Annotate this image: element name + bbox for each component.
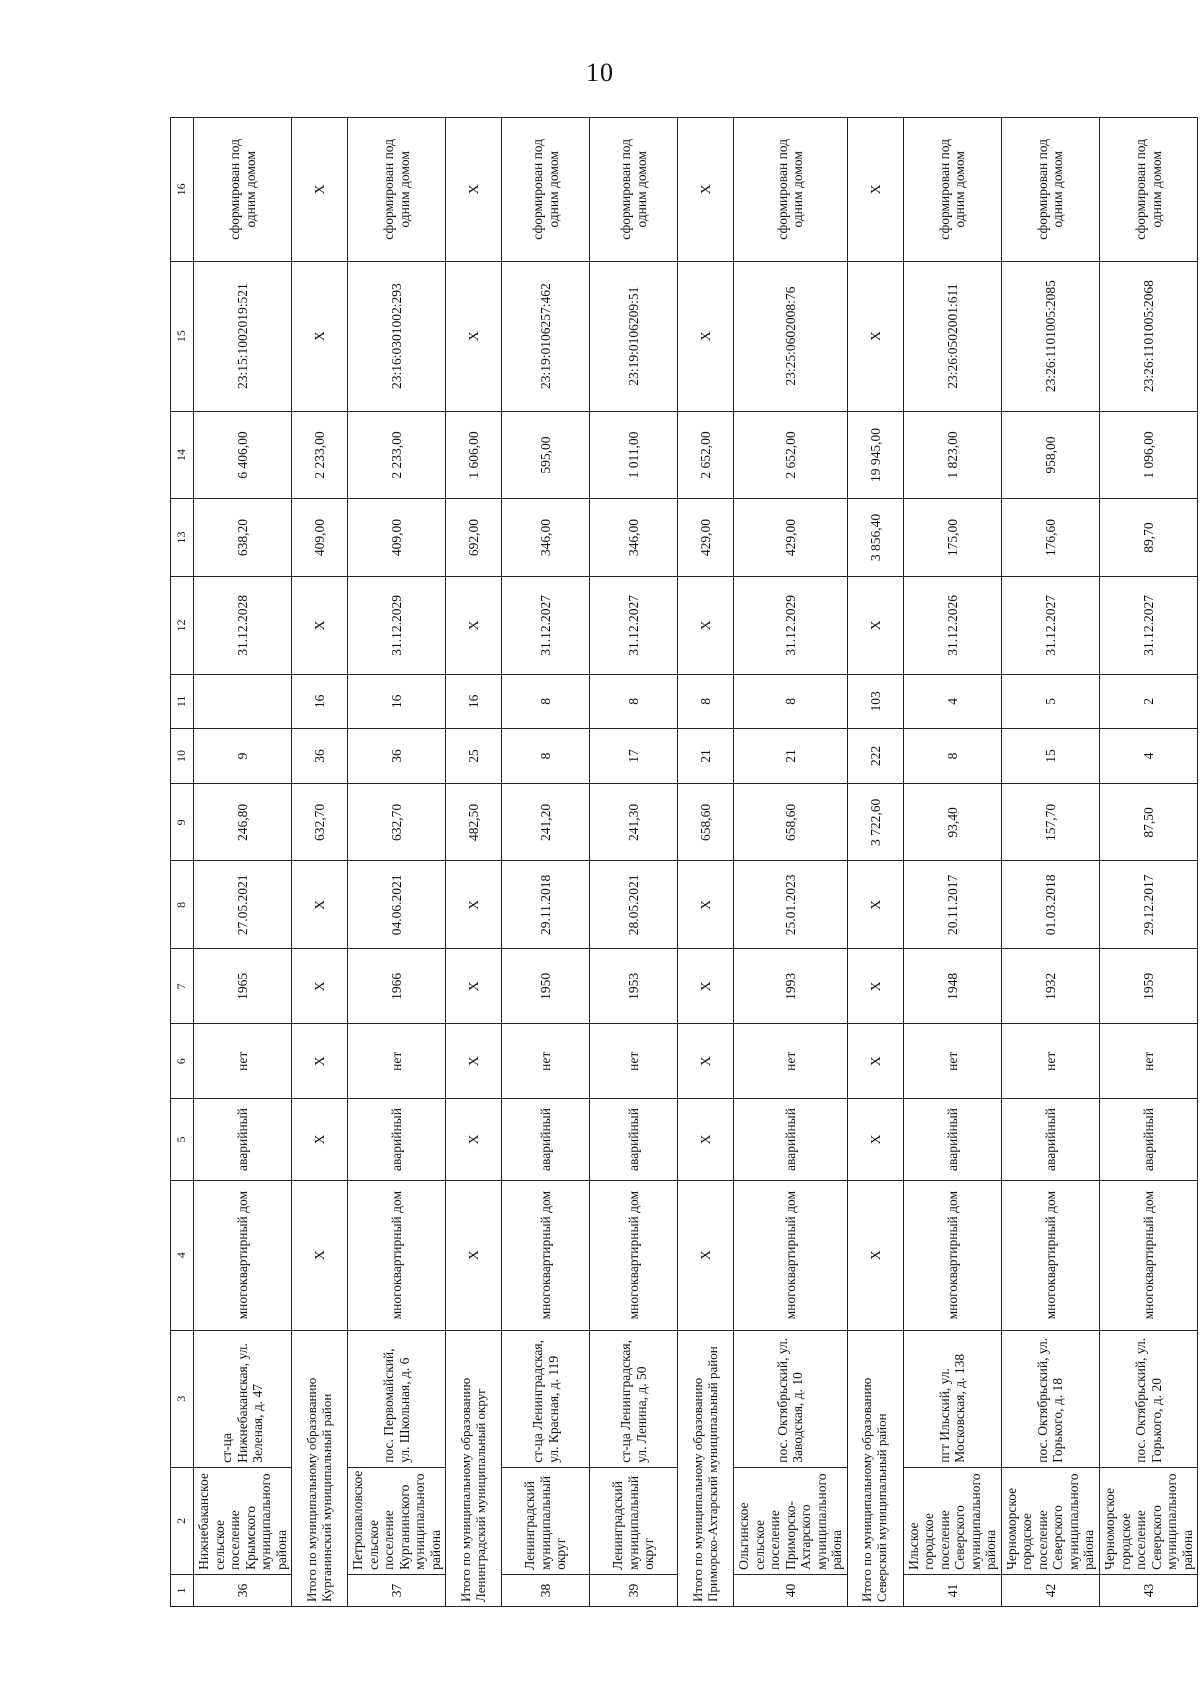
cell-c10: 9 xyxy=(194,728,292,784)
cell-c12: 31.12.2027 xyxy=(1099,576,1197,675)
cell-c16: сформирован под одним домом xyxy=(734,118,848,262)
cell-c15: X xyxy=(446,261,502,411)
address-cell: ст-ца Нижнебаканская, ул. Зеленая, д. 47 xyxy=(194,1330,292,1467)
cell-c13: 409,00 xyxy=(348,499,446,576)
cell-c12: 31.12.2027 xyxy=(502,576,590,675)
cell-c6: нет xyxy=(194,1024,292,1099)
municipality-cell: Петропавловское сельское поселение Курганинского муниципального района xyxy=(348,1467,446,1574)
cell-c13: 176,60 xyxy=(1001,499,1099,576)
cell-c15: X xyxy=(847,261,903,411)
cell-c8: 01.03.2018 xyxy=(1001,861,1099,949)
cell-c10: 17 xyxy=(590,728,678,784)
row-number: 40 xyxy=(734,1574,848,1606)
total-label: Итого по муниципальному образованию Северский муниципальный район xyxy=(847,1330,903,1606)
cell-c9: 632,70 xyxy=(292,784,348,861)
cell-c7: 1932 xyxy=(1001,949,1099,1024)
cell-c9: 241,30 xyxy=(590,784,678,861)
cell-c7: 1953 xyxy=(590,949,678,1024)
cell-c4: многоквартирный дом xyxy=(1099,1180,1197,1330)
cell-c13: 429,00 xyxy=(678,499,734,576)
cell-c7: 1965 xyxy=(194,949,292,1024)
cell-c9: 241,20 xyxy=(502,784,590,861)
column-number-7: 7 xyxy=(171,949,194,1024)
cell-c7: 1993 xyxy=(734,949,848,1024)
cell-c11: 16 xyxy=(292,675,348,729)
cell-c13: 346,00 xyxy=(590,499,678,576)
table-row xyxy=(502,118,590,1607)
address-cell: ст-ца Ленинградская, ул. Ленина, д. 50 xyxy=(590,1330,678,1467)
cell-c9: 632,70 xyxy=(348,784,446,861)
cell-c13: 3 856,40 xyxy=(847,499,903,576)
cell-c6: нет xyxy=(1001,1024,1099,1099)
cell-c12: X xyxy=(678,576,734,675)
table-row xyxy=(348,118,446,1607)
total-label: Итого по муниципальному образованию Ленинградский муниципальный округ xyxy=(446,1330,502,1606)
cell-c12: X xyxy=(292,576,348,675)
column-number-16: 16 xyxy=(171,118,194,262)
row-number: 39 xyxy=(590,1574,678,1606)
cell-c6: нет xyxy=(348,1024,446,1099)
cell-c13: 638,20 xyxy=(194,499,292,576)
cell-c13: 409,00 xyxy=(292,499,348,576)
cell-c12: X xyxy=(847,576,903,675)
cell-c15: X xyxy=(678,261,734,411)
row-number: 41 xyxy=(903,1574,1001,1606)
cell-c11: 8 xyxy=(590,675,678,729)
cell-c16: X xyxy=(678,118,734,262)
cell-c13: 346,00 xyxy=(502,499,590,576)
cell-c7: X xyxy=(678,949,734,1024)
address-cell: пгт Ильский, ул. Московская, д. 138 xyxy=(903,1330,1001,1467)
cell-c9: 246,80 xyxy=(194,784,292,861)
table-row xyxy=(734,118,848,1607)
cell-c16: сформирован под одним домом xyxy=(1001,118,1099,262)
column-number-9: 9 xyxy=(171,784,194,861)
cell-c14: 6 406,00 xyxy=(194,411,292,499)
table-row xyxy=(194,118,292,1607)
cell-c8: 28.05.2021 xyxy=(590,861,678,949)
row-number: 43 xyxy=(1099,1574,1197,1606)
cell-c9: 658,60 xyxy=(734,784,848,861)
cell-c7: X xyxy=(847,949,903,1024)
cell-c13: 175,00 xyxy=(903,499,1001,576)
cell-c9: 157,70 xyxy=(1001,784,1099,861)
total-row xyxy=(446,118,502,1607)
column-number-11: 11 xyxy=(171,675,194,729)
total-row xyxy=(847,118,903,1607)
cell-c15: 23:19:0106209:51 xyxy=(590,261,678,411)
cell-c6: нет xyxy=(1099,1024,1197,1099)
cell-c9: 87,50 xyxy=(1099,784,1197,861)
cell-c15: 23:15:1002019:521 xyxy=(194,261,292,411)
cell-c6: нет xyxy=(903,1024,1001,1099)
municipality-cell: Черноморское городское поселение Северского муниципального района xyxy=(1099,1467,1197,1574)
cell-c14: 1 096,00 xyxy=(1099,411,1197,499)
cell-c11: 103 xyxy=(847,675,903,729)
cell-c16: сформирован под одним домом xyxy=(590,118,678,262)
cell-c6: X xyxy=(292,1024,348,1099)
cell-c8: 29.11.2018 xyxy=(502,861,590,949)
cell-c7: 1950 xyxy=(502,949,590,1024)
cell-c14: 1 011,00 xyxy=(590,411,678,499)
cell-c10: 15 xyxy=(1001,728,1099,784)
cell-c16: сформирован под одним домом xyxy=(903,118,1001,262)
cell-c7: 1966 xyxy=(348,949,446,1024)
cell-c14: 1 606,00 xyxy=(446,411,502,499)
cell-c12: X xyxy=(446,576,502,675)
cell-c15: 23:26:1101005:2068 xyxy=(1099,261,1197,411)
column-number-row xyxy=(171,118,194,1607)
row-number: 37 xyxy=(348,1574,446,1606)
cell-c4: многоквартирный дом xyxy=(502,1180,590,1330)
cell-c10: 222 xyxy=(847,728,903,784)
cell-c6: X xyxy=(446,1024,502,1099)
column-number-3: 3 xyxy=(171,1330,194,1467)
cell-c7: X xyxy=(292,949,348,1024)
cell-c4: X xyxy=(678,1180,734,1330)
cell-c10: 8 xyxy=(502,728,590,784)
cell-c12: 31.12.2028 xyxy=(194,576,292,675)
municipality-cell: Ольгинское сельское поселение Приморско-Ахтарского муниципального района xyxy=(734,1467,848,1574)
cell-c4: многоквартирный дом xyxy=(590,1180,678,1330)
cell-c10: 8 xyxy=(903,728,1001,784)
cell-c5: X xyxy=(678,1099,734,1180)
total-label: Итого по муниципальному образованию Приморско-Ахтарский муниципальный район xyxy=(678,1330,734,1606)
cell-c16: X xyxy=(446,118,502,262)
total-label: Итого по муниципальному образованию Курганинский муниципальный район xyxy=(292,1330,348,1606)
cell-c8: X xyxy=(678,861,734,949)
cell-c4: многоквартирный дом xyxy=(903,1180,1001,1330)
column-number-4: 4 xyxy=(171,1180,194,1330)
housing-registry-table xyxy=(170,117,1198,1607)
cell-c5: аварийный xyxy=(903,1099,1001,1180)
cell-c8: 25.01.2023 xyxy=(734,861,848,949)
cell-c14: 19 945,00 xyxy=(847,411,903,499)
cell-c14: 958,00 xyxy=(1001,411,1099,499)
cell-c4: многоквартирный дом xyxy=(1001,1180,1099,1330)
cell-c8: X xyxy=(446,861,502,949)
cell-c6: X xyxy=(678,1024,734,1099)
column-number-6: 6 xyxy=(171,1024,194,1099)
cell-c9: 658,60 xyxy=(678,784,734,861)
municipality-cell: Ленинградский муниципальный округ xyxy=(590,1467,678,1574)
cell-c15: 23:26:1101005:2085 xyxy=(1001,261,1099,411)
cell-c5: аварийный xyxy=(1099,1099,1197,1180)
cell-c5: аварийный xyxy=(194,1099,292,1180)
cell-c12: 31.12.2027 xyxy=(1001,576,1099,675)
column-number-2: 2 xyxy=(171,1467,194,1574)
cell-c11: 8 xyxy=(678,675,734,729)
cell-c9: 93,40 xyxy=(903,784,1001,861)
address-cell: пос. Октябрьский, ул. Горького, д. 20 xyxy=(1099,1330,1197,1467)
cell-c11: 8 xyxy=(734,675,848,729)
cell-c4: многоквартирный дом xyxy=(194,1180,292,1330)
column-number-12: 12 xyxy=(171,576,194,675)
cell-c12: 31.12.2029 xyxy=(348,576,446,675)
cell-c7: 1948 xyxy=(903,949,1001,1024)
cell-c8: X xyxy=(292,861,348,949)
table-row xyxy=(903,118,1001,1607)
cell-c8: 27.05.2021 xyxy=(194,861,292,949)
cell-c6: X xyxy=(847,1024,903,1099)
column-number-8: 8 xyxy=(171,861,194,949)
cell-c10: 4 xyxy=(1099,728,1197,784)
cell-c15: 23:26:0502001:611 xyxy=(903,261,1001,411)
cell-c9: 482,50 xyxy=(446,784,502,861)
cell-c4: X xyxy=(847,1180,903,1330)
cell-c14: 595,00 xyxy=(502,411,590,499)
cell-c6: нет xyxy=(734,1024,848,1099)
row-number: 36 xyxy=(194,1574,292,1606)
cell-c10: 36 xyxy=(348,728,446,784)
address-cell: ст-ца Ленинградская, ул. Красная, д. 119 xyxy=(502,1330,590,1467)
table-body xyxy=(171,118,1198,1607)
cell-c11: 16 xyxy=(348,675,446,729)
column-number-15: 15 xyxy=(171,261,194,411)
cell-c15: 23:16:0301002:293 xyxy=(348,261,446,411)
table-row xyxy=(590,118,678,1607)
cell-c5: аварийный xyxy=(502,1099,590,1180)
address-cell: пос. Первомайский, ул. Школьная, д. 6 xyxy=(348,1330,446,1467)
row-number: 38 xyxy=(502,1574,590,1606)
cell-c11: 2 xyxy=(1099,675,1197,729)
cell-c5: X xyxy=(292,1099,348,1180)
cell-c12: 31.12.2027 xyxy=(590,576,678,675)
cell-c12: 31.12.2026 xyxy=(903,576,1001,675)
cell-c4: X xyxy=(292,1180,348,1330)
cell-c5: аварийный xyxy=(734,1099,848,1180)
cell-c5: X xyxy=(847,1099,903,1180)
column-number-1: 1 xyxy=(171,1574,194,1606)
cell-c11: 4 xyxy=(903,675,1001,729)
cell-c10: 21 xyxy=(678,728,734,784)
cell-c16: сформирован под одним домом xyxy=(348,118,446,262)
cell-c5: аварийный xyxy=(590,1099,678,1180)
cell-c11: 16 xyxy=(446,675,502,729)
cell-c10: 36 xyxy=(292,728,348,784)
cell-c11: 8 xyxy=(502,675,590,729)
address-cell: пос. Октябрьский, ул. Горького, д. 18 xyxy=(1001,1330,1099,1467)
municipality-cell: Черноморское городское поселение Северского муниципального района xyxy=(1001,1467,1099,1574)
cell-c14: 2 233,00 xyxy=(292,411,348,499)
column-number-10: 10 xyxy=(171,728,194,784)
cell-c16: X xyxy=(292,118,348,262)
cell-c16: сформирован под одним домом xyxy=(1099,118,1197,262)
table-row xyxy=(1001,118,1099,1607)
cell-c13: 692,00 xyxy=(446,499,502,576)
cell-c14: 2 652,00 xyxy=(734,411,848,499)
municipality-cell: Ильское городское поселение Северского муниципального района xyxy=(903,1467,1001,1574)
cell-c16: X xyxy=(847,118,903,262)
cell-c16: сформирован под одним домом xyxy=(194,118,292,262)
cell-c6: нет xyxy=(502,1024,590,1099)
cell-c5: аварийный xyxy=(348,1099,446,1180)
row-number: 42 xyxy=(1001,1574,1099,1606)
cell-c4: многоквартирный дом xyxy=(348,1180,446,1330)
cell-c10: 25 xyxy=(446,728,502,784)
municipality-cell: Нижнебаканское сельское поселение Крымского муниципального района xyxy=(194,1467,292,1574)
cell-c6: нет xyxy=(590,1024,678,1099)
cell-c7: X xyxy=(446,949,502,1024)
rotated-table-wrapper xyxy=(170,117,1195,1607)
column-number-5: 5 xyxy=(171,1099,194,1180)
cell-c8: X xyxy=(847,861,903,949)
cell-c4: многоквартирный дом xyxy=(734,1180,848,1330)
cell-c11: 5 xyxy=(1001,675,1099,729)
page-number: 10 xyxy=(586,58,614,87)
cell-c5: аварийный xyxy=(1001,1099,1099,1180)
municipality-cell: Ленинградский муниципальный округ xyxy=(502,1467,590,1574)
cell-c10: 21 xyxy=(734,728,848,784)
cell-c9: 3 722,60 xyxy=(847,784,903,861)
column-number-13: 13 xyxy=(171,499,194,576)
cell-c7: 1959 xyxy=(1099,949,1197,1024)
table-row xyxy=(1099,118,1197,1607)
cell-c16: сформирован под одним домом xyxy=(502,118,590,262)
cell-c14: 2 233,00 xyxy=(348,411,446,499)
cell-c5: X xyxy=(446,1099,502,1180)
cell-c8: 20.11.2017 xyxy=(903,861,1001,949)
total-row xyxy=(292,118,348,1607)
total-row xyxy=(678,118,734,1607)
cell-c14: 1 823,00 xyxy=(903,411,1001,499)
cell-c15: 23:25:0602008:76 xyxy=(734,261,848,411)
cell-c13: 429,00 xyxy=(734,499,848,576)
cell-c15: 23:19:0106257:462 xyxy=(502,261,590,411)
cell-c13: 89,70 xyxy=(1099,499,1197,576)
cell-c4: X xyxy=(446,1180,502,1330)
cell-c12: 31.12.2029 xyxy=(734,576,848,675)
cell-c11 xyxy=(194,675,292,729)
cell-c15: X xyxy=(292,261,348,411)
cell-c8: 04.06.2021 xyxy=(348,861,446,949)
column-number-14: 14 xyxy=(171,411,194,499)
address-cell: пос. Октябрьский, ул. Заводская, д. 10 xyxy=(734,1330,848,1467)
cell-c8: 29.12.2017 xyxy=(1099,861,1197,949)
cell-c14: 2 652,00 xyxy=(678,411,734,499)
